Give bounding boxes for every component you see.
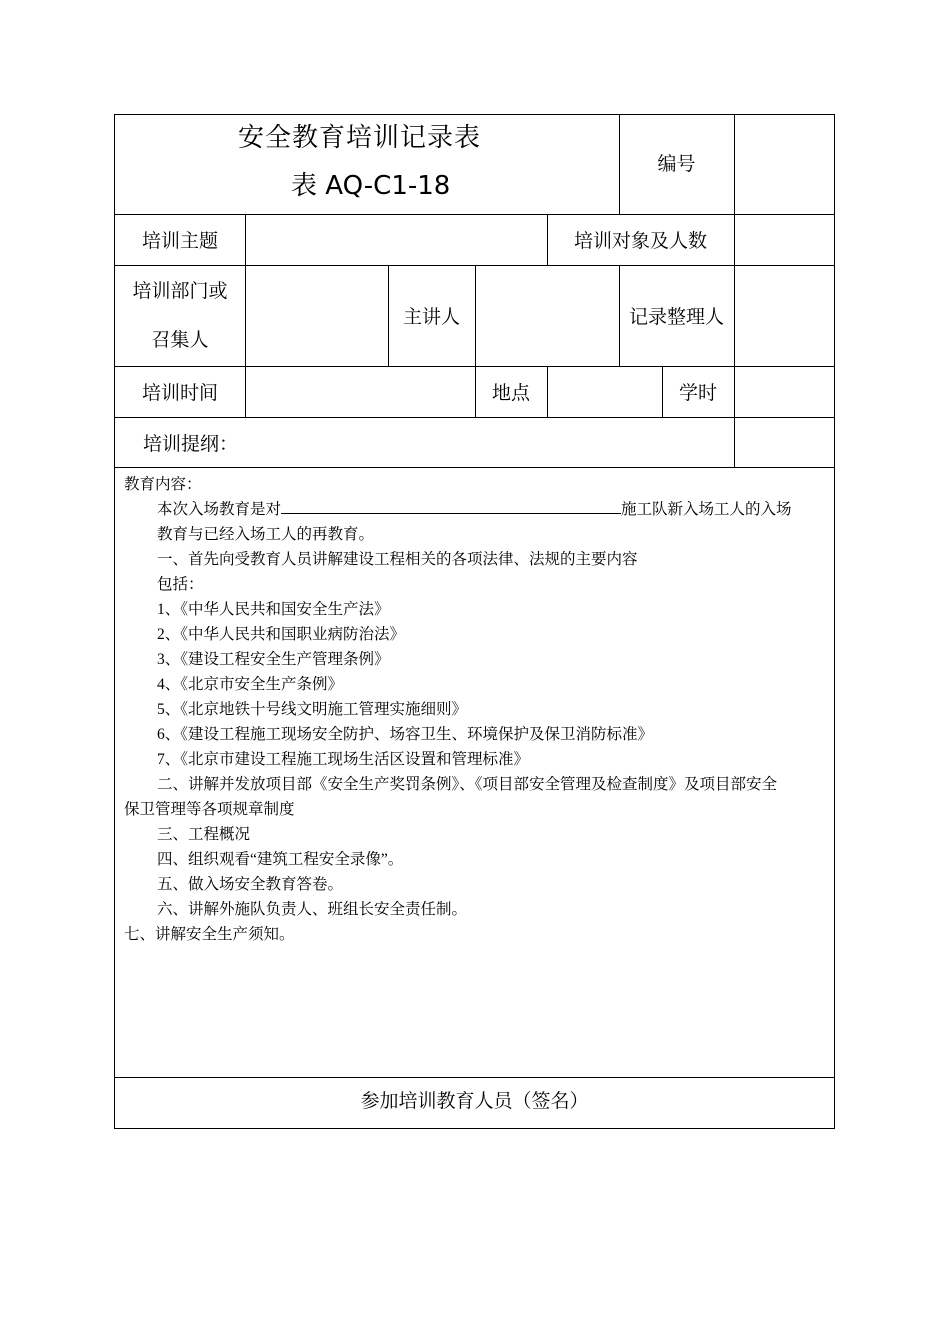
law-item: 2、《中华人民共和国职业病防治法》 (157, 626, 406, 643)
time-label: 培训时间 (141, 382, 218, 404)
item-5: 五、做入场安全教育答卷。 (157, 876, 344, 893)
topic-label: 培训主题 (141, 230, 218, 252)
place-label: 地点 (491, 382, 530, 404)
item-4: 四、组织观看“建筑工程安全录像”。 (157, 851, 404, 868)
lecturer-field[interactable] (475, 265, 619, 366)
law-item: 1、《中华人民共和国安全生产法》 (157, 601, 390, 618)
form-code: 表 AQ-C1-18 (291, 171, 451, 201)
content-heading: 教育内容： (124, 476, 202, 493)
dept-label (115, 265, 245, 366)
hours-label: 学时 (678, 382, 717, 404)
law-item: 4、《北京市安全生产条例》 (157, 676, 344, 693)
intro-line2: 教育与已经入场工人的再教育。 (157, 526, 375, 543)
law-item: 6、《建设工程施工现场安全防护、场容卫生、环境保护及保卫消防标准》 (157, 726, 654, 743)
intro-line (157, 497, 792, 519)
dept-label-line2: 召集人 (151, 328, 209, 351)
number-label: 编号 (657, 153, 696, 175)
dept-field[interactable] (245, 265, 388, 366)
place-field[interactable] (547, 366, 662, 417)
outline-label: 培训提纲： (143, 432, 239, 455)
topic-field[interactable] (245, 214, 547, 265)
row-divider (115, 467, 834, 468)
intro-prefix: 本次入场教育是对 (157, 501, 282, 518)
hours-field[interactable] (734, 366, 834, 417)
intro-suffix: 施工队新入场工人的入场 (621, 501, 792, 518)
item-2-line1: 二、讲解并发放项目部《安全生产奖罚条例》、《项目部安全管理及检查制度》及项目部安全 (157, 776, 778, 793)
recorder-field[interactable] (734, 265, 834, 366)
item-1: 一、首先向受教育人员讲解建设工程相关的各项法律、法规的主要内容 (157, 551, 638, 568)
item-7: 七、讲解安全生产须知。 (124, 926, 295, 943)
training-record-form (114, 114, 835, 1129)
form-title: 安全教育培训记录表 (238, 123, 482, 153)
law-item: 3、《建设工程安全生产管理条例》 (157, 651, 390, 668)
audience-label: 培训对象及人数 (573, 230, 707, 252)
lecturer-label: 主讲人 (402, 306, 460, 328)
item-3: 三、工程概况 (157, 826, 251, 843)
team-name-blank[interactable] (281, 499, 621, 514)
law-item: 7、《北京市建设工程施工现场生活区设置和管理标准》 (157, 751, 530, 768)
time-field[interactable] (245, 366, 475, 417)
law-item: 5、《北京地铁十号线文明施工管理实施细则》 (157, 701, 468, 718)
item-2-line2: 保卫管理等各项规章制度 (124, 801, 295, 818)
dept-label-line1: 培训部门或 (132, 279, 228, 302)
signature-label: 参加培训教育人员（签名） (360, 1090, 589, 1112)
audience-field[interactable] (734, 214, 834, 265)
recorder-label: 记录整理人 (628, 306, 724, 328)
item-6: 六、讲解外施队负责人、班组长安全责任制。 (157, 901, 468, 918)
number-field[interactable] (734, 115, 834, 214)
include-label: 包括： (157, 576, 204, 593)
